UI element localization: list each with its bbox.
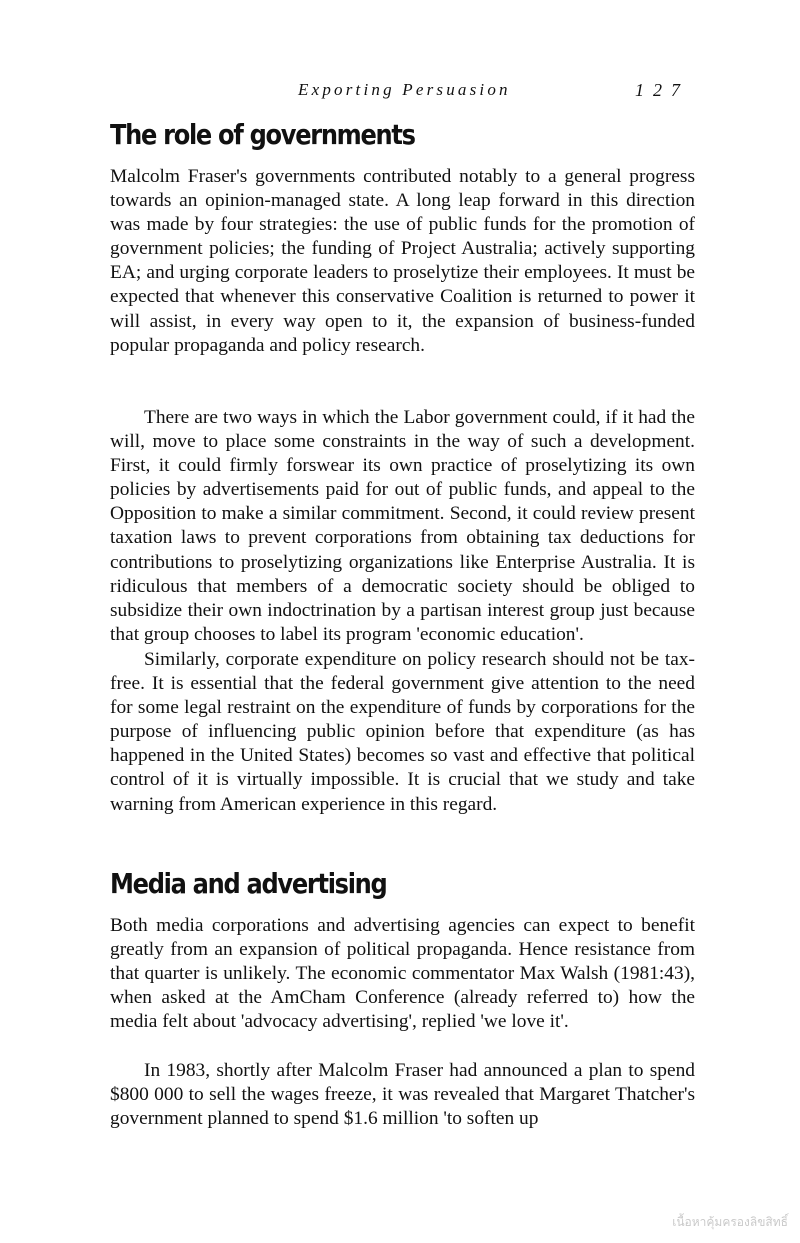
section-heading-governments: The role of governments [110,118,415,151]
paragraph: Both media corporations and advertising agencies can expect to benefit greatly from an expansion of political propaganda. Hence resistance from that quarter is unlikely. The economic commentator Max Walsh (1981:43), when asked at the AmCham Conference (already referred to) how the media felt about 'advocacy advertising', replied 'we love it'. [110,915,695,1033]
paragraph: There are two ways in which the Labor government could, if it had the will, move to place some constraints in the way of such a development. First, it could firmly forswear its own practice of proselytizing its own policies by advertisements paid for out of public funds, and appeal to the Opposition to make a similar commitment. Second, it could review present taxation laws to prevent corporations from obtaining tax deductions for contributions to proselytizing organizations like Enterprise Australia. It is ridiculous that members of a democratic society should be obliged to subsidize their own indoctrination by a partisan interest group just because that group chooses to label its program 'economic education'. [110,407,695,645]
running-head [110,80,695,108]
paragraph: Malcolm Fraser's governments contributed notably to a general progress towards an opinion-managed state. A long leap forward in this direction was made by four strategies: the use of public funds for the promotion of government policies; the funding of Project Australia; actively supporting EA; and urging corporate leaders to proselytize their employees. It must be expected that whenever this conservative Coalition is returned to power it will assist, in every way open to it, the expansion of business-funded popular propaganda and policy research. [110,166,695,356]
copyright-watermark: เนื้อหาคุ้มครองลิขสิทธิ์ [672,1215,788,1229]
page-number: 127 [635,80,689,100]
paragraph: In 1983, shortly after Malcolm Fraser had announced a plan to spend $800 000 to sell the wages freeze, it was revealed that Margaret Thatcher's government planned to spend $1.6 million 'to soften up [110,1060,695,1130]
paragraph: Similarly, corporate expenditure on policy research should not be tax-free. It is essential that the federal government give attention to the need for some legal restraint on the expenditure of funds by corporations for the purpose of influencing public opinion before that expenditure (as has happened in the United States) becomes so vast and effective that political control of it is virtually impossible. It is crucial that we study and take warning from American experience in this regard. [110,649,695,815]
running-title: Exporting Persuasion [298,80,511,99]
section-heading-media: Media and advertising [110,867,387,900]
